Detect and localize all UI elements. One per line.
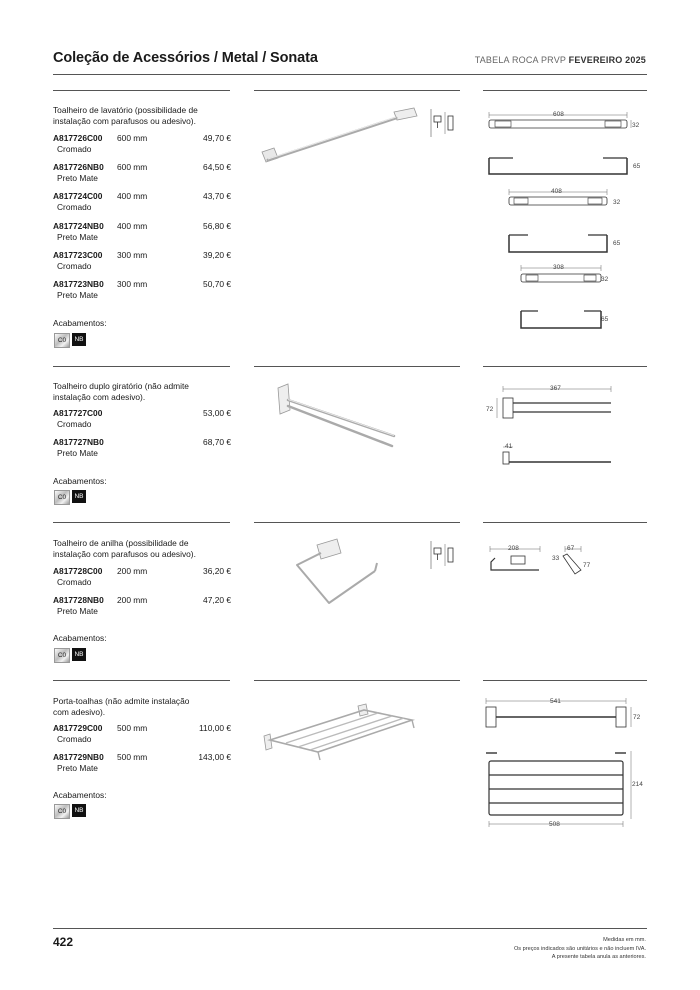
finishes-label: Acabamentos: bbox=[53, 318, 107, 328]
dim-label: 541 bbox=[550, 698, 561, 705]
product-description: Toalheiro de anilha (possibilidade de instalação com parafusos ou adesivo). bbox=[53, 538, 196, 559]
product-finish: Preto Mate bbox=[57, 231, 98, 242]
finish-swatch-chrome: C0 bbox=[54, 333, 70, 348]
dim-label: 608 bbox=[553, 111, 564, 118]
technical-drawing-towel-bars bbox=[483, 100, 647, 340]
product-row bbox=[53, 595, 231, 619]
product-code: A817728C00 bbox=[53, 566, 103, 576]
product-code: A817728NB0 bbox=[53, 595, 104, 605]
finish-swatch-chrome: C0 bbox=[54, 490, 70, 505]
product-size: 200 mm bbox=[117, 595, 148, 605]
screw-adhesive-icon bbox=[428, 540, 460, 570]
dim-label: 408 bbox=[551, 188, 562, 195]
product-finish: Cromado bbox=[57, 201, 92, 212]
dim-label: 65 bbox=[633, 163, 641, 170]
screw-adhesive-icon bbox=[428, 108, 460, 138]
product-code: A817726NB0 bbox=[53, 162, 104, 172]
product-description: Toalheiro duplo giratório (não admite instalação com adesivo). bbox=[53, 381, 189, 402]
section-rule bbox=[53, 522, 230, 523]
product-size: 300 mm bbox=[117, 250, 148, 260]
product-code: A817724C00 bbox=[53, 191, 103, 201]
product-price: 68,70 € bbox=[203, 437, 231, 447]
product-size: 400 mm bbox=[117, 221, 148, 231]
dim-label: 508 bbox=[549, 821, 560, 828]
finishes-label: Acabamentos: bbox=[53, 790, 107, 800]
dim-label: 72 bbox=[633, 714, 641, 721]
product-price: 53,00 € bbox=[203, 408, 231, 418]
product-finish: Preto Mate bbox=[57, 289, 98, 300]
product-row bbox=[53, 191, 231, 215]
price-table-label bbox=[475, 55, 646, 65]
product-code: A817727C00 bbox=[53, 408, 103, 418]
product-row bbox=[53, 723, 231, 747]
product-code: A817729C00 bbox=[53, 723, 103, 733]
product-description: Toalheiro de lavatório (possibilidade de instalação com parafusos ou adesivo). bbox=[53, 105, 198, 126]
towel-shelf-image bbox=[258, 700, 418, 770]
finish-swatch-black: NB bbox=[72, 804, 86, 817]
product-size: 600 mm bbox=[117, 162, 148, 172]
section-rule bbox=[254, 680, 460, 681]
dim-label: 367 bbox=[550, 385, 561, 392]
finish-swatch-chrome: C0 bbox=[54, 648, 70, 663]
footer-notes: Medidas em mm. Os preços indicados são unitários e não incluem IVA. A presente tabela anula as anteriores. bbox=[513, 937, 646, 961]
product-finish: Preto Mate bbox=[57, 447, 98, 458]
dim-label: 77 bbox=[583, 562, 591, 569]
dim-label: 41 bbox=[505, 443, 513, 450]
finish-swatch-black: NB bbox=[72, 648, 86, 661]
product-finish: Cromado bbox=[57, 260, 92, 271]
header-rule bbox=[53, 74, 647, 75]
product-finish: Cromado bbox=[57, 576, 92, 587]
dim-label: 33 bbox=[552, 555, 560, 562]
towel-bar-image bbox=[254, 100, 424, 180]
finishes-label: Acabamentos: bbox=[53, 476, 107, 486]
product-code: A817727NB0 bbox=[53, 437, 104, 447]
product-row bbox=[53, 408, 231, 432]
product-code: A817726C00 bbox=[53, 133, 103, 143]
product-row bbox=[53, 162, 231, 186]
section-rule bbox=[53, 90, 230, 91]
page-title: Coleção de Acessórios / Metal / Sonata bbox=[53, 50, 318, 66]
dim-label: 67 bbox=[567, 545, 575, 552]
technical-drawing-towel-ring bbox=[483, 540, 647, 590]
dim-label: 308 bbox=[553, 264, 564, 271]
product-row bbox=[53, 133, 231, 157]
product-row bbox=[53, 279, 231, 303]
product-finish: Preto Mate bbox=[57, 172, 98, 183]
product-price: 143,00 € bbox=[198, 752, 231, 762]
product-code: A817723C00 bbox=[53, 250, 103, 260]
dim-label: 214 bbox=[632, 781, 643, 788]
product-size: 500 mm bbox=[117, 723, 148, 733]
product-code: A817729NB0 bbox=[53, 752, 104, 762]
product-finish: Cromado bbox=[57, 733, 92, 744]
product-size: 200 mm bbox=[117, 566, 148, 576]
dim-label: 32 bbox=[601, 276, 609, 283]
technical-drawing-towel-shelf bbox=[483, 695, 647, 835]
section-rule bbox=[53, 680, 230, 681]
towel-ring-image bbox=[285, 535, 385, 610]
product-row bbox=[53, 437, 231, 461]
product-row bbox=[53, 221, 231, 245]
dim-label: 32 bbox=[632, 122, 640, 129]
product-finish: Preto Mate bbox=[57, 605, 98, 616]
double-towel-bar-image bbox=[270, 380, 400, 455]
product-price: 43,70 € bbox=[203, 191, 231, 201]
product-row bbox=[53, 250, 231, 274]
finishes-label: Acabamentos: bbox=[53, 633, 107, 643]
product-finish: Preto Mate bbox=[57, 762, 98, 773]
product-size: 400 mm bbox=[117, 191, 148, 201]
product-price: 64,50 € bbox=[203, 162, 231, 172]
product-finish: Cromado bbox=[57, 143, 92, 154]
finish-swatch-chrome: C0 bbox=[54, 804, 70, 819]
product-price: 39,20 € bbox=[203, 250, 231, 260]
product-price: 49,70 € bbox=[203, 133, 231, 143]
product-price: 56,80 € bbox=[203, 221, 231, 231]
product-size: 600 mm bbox=[117, 133, 148, 143]
footer-rule bbox=[53, 928, 647, 929]
table-label: TABELA ROCA PRVP bbox=[474, 55, 566, 65]
product-price: 50,70 € bbox=[203, 279, 231, 289]
section-rule bbox=[254, 366, 460, 367]
dim-label: 208 bbox=[508, 545, 519, 552]
product-size: 300 mm bbox=[117, 279, 148, 289]
product-size: 500 mm bbox=[117, 752, 148, 762]
finish-swatch-black: NB bbox=[72, 333, 86, 346]
section-rule bbox=[483, 366, 647, 367]
product-finish: Cromado bbox=[57, 418, 92, 429]
product-row bbox=[53, 566, 231, 590]
section-rule bbox=[254, 522, 460, 523]
product-price: 47,20 € bbox=[203, 595, 231, 605]
dim-label: 72 bbox=[486, 406, 494, 413]
section-rule bbox=[483, 522, 647, 523]
dim-label: 32 bbox=[613, 199, 621, 206]
product-code: A817723NB0 bbox=[53, 279, 104, 289]
page-number: 422 bbox=[53, 935, 74, 949]
product-row bbox=[53, 752, 231, 776]
section-rule bbox=[254, 90, 460, 91]
product-price: 110,00 € bbox=[199, 723, 231, 733]
product-description: Porta-toalhas (não admite instalação com adesivo). bbox=[53, 696, 190, 717]
section-rule bbox=[483, 680, 647, 681]
finish-swatch-black: NB bbox=[72, 490, 86, 503]
dim-label: 65 bbox=[613, 240, 621, 247]
product-price: 36,20 € bbox=[203, 566, 231, 576]
section-rule bbox=[483, 90, 647, 91]
technical-drawing-double-bar bbox=[483, 380, 647, 480]
product-code: A817724NB0 bbox=[53, 221, 104, 231]
section-rule bbox=[53, 366, 230, 367]
dim-label: 65 bbox=[601, 316, 609, 323]
table-month: FEVEREIRO 2025 bbox=[568, 55, 646, 65]
